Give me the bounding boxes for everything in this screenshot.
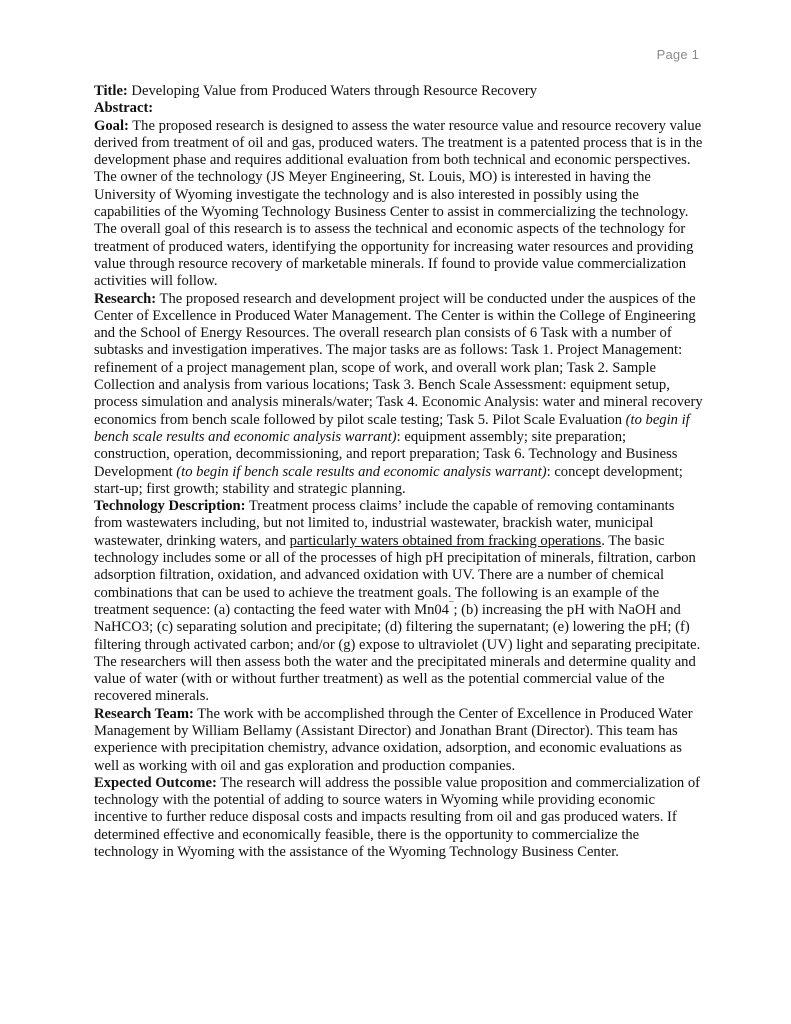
team-text: The work with be accomplished through the Center of Excellence in Produced Water Management by William Bellamy (Assistant Director) and Jonathan Brant (Director). This team has experience with precipitation chemistry, advance oxidation, adsorption, and economic evaluations as well as working with oil and gas exploration and production companies. — [94, 705, 693, 774]
title-text: Developing Value from Produced Waters through Resource Recovery — [127, 83, 538, 99]
research-text-3: : concept development; start-up; first growth; stability and strategic planning. — [94, 463, 683, 497]
technology-text-3: ; (b) increasing the pH with NaOH and NaHCO3; (c) separating solution and precipitate; (d) filtering the supernatant; (e) lowering the pH; (f) filtering through activated carbon; and/or (g) expose to ultraviolet (UV) light and separating precipitate. The researchers will then assess both the water and the precipitated minerals and determine quality and value of water (with or without further treatment) as well as the potential commercial value of the recovered minerals. — [94, 601, 701, 705]
goal-label: Goal: — [94, 117, 129, 134]
technology-text-2: . The basic technology includes some or all of the processes of high pH precipitation of minerals, filtration, carbon adsorption filtration, oxidation, and advanced oxidation with UV. There are a number of chemical combinations that can be used to achieve the treatment goals. The following is an example of the treatment sequence: (a) contacting the feed water with Mn04 — [94, 532, 696, 618]
research-label: Research: — [94, 290, 157, 307]
research-text-1: The proposed research and development project will be conducted under the auspices of the Center of Excellence in Produced Water Management. The Center is within the College of Engineering and the School of Energy Resources. The overall research plan consists of 6 Task with a number of subtasks and investigation imperatives. The major tasks are as follows: Task 1. Project Management: refinement of a project management plan, scope of work, and overall work plan; Task 2. Sample Collection and analysis from various locations; Task 3. Bench Scale Assessment: equipment setup, process simulation and analysis minerals/water; Task 4. Economic Analysis: water and mineral recovery economics from bench scale followed by pilot scale testing; Task 5. Pilot Scale Evaluation — [94, 290, 703, 428]
technology-superscript: ¯ — [448, 600, 454, 611]
goal-text: The proposed research is designed to assess the water resource value and resource recovery value derived from treatment of oil and gas, produced waters. The treatment is a patented process that is in the development phase and requires additional evaluation from both technical and economic perspectives. The owner of the technology (JS Meyer Engineering, St. Louis, MO) is interested in having the University of Wyoming investigate the technology and is also interested in possibly using the capabilities of the Wyoming Technology Business Center to assist in commercializing the technology. The overall goal of this research is to assess the technical and economic aspects of the technology for treatment of produced waters, identifying the opportunity for increasing water resources and providing value through resource recovery of marketable minerals. If found to provide value commercialization activities will follow. — [94, 117, 703, 290]
abstract-heading: Abstract: — [94, 100, 154, 117]
team-paragraph — [94, 706, 704, 775]
research-text-2: : equipment assembly; site preparation; construction, operation, decommissioning, and report preparation; Task 6. Technology and Business Development — [94, 428, 678, 480]
technology-label: Technology Description: — [94, 498, 246, 515]
title-line — [94, 83, 704, 100]
page-number: Page 1 — [656, 47, 699, 62]
outcome-text: The research will address the possible value proposition and commercialization of technology with the potential of adding to source waters in Wyoming while providing economic incentive to further reduce disposal costs and impacts resulting from oil and gas produced waters. If determined effective and economically feasible, there is the opportunity to commercialize the technology in Wyoming with the assistance of the Wyoming Technology Business Center. — [94, 774, 701, 861]
technology-paragraph — [94, 498, 704, 706]
technology-text-1: Treatment process claims’ include the capable of removing contaminants from wastewaters including, but not limited to, industrial wastewater, brackish water, municipal wastewater, drinking waters, and — [94, 498, 675, 549]
goal-paragraph — [94, 118, 704, 291]
technology-underlined: particularly waters obtained from fracking operations — [289, 532, 602, 549]
outcome-paragraph — [94, 775, 704, 861]
research-paragraph — [94, 291, 704, 499]
document-body — [94, 83, 704, 861]
outcome-label: Expected Outcome: — [94, 774, 217, 791]
research-italic-2: (to begin if bench scale results and economic analysis warrant) — [176, 463, 547, 480]
title-label: Title: — [94, 83, 128, 99]
team-label: Research Team: — [94, 705, 194, 722]
research-italic-1: (to begin if bench scale results and economic analysis warrant) — [94, 411, 690, 445]
